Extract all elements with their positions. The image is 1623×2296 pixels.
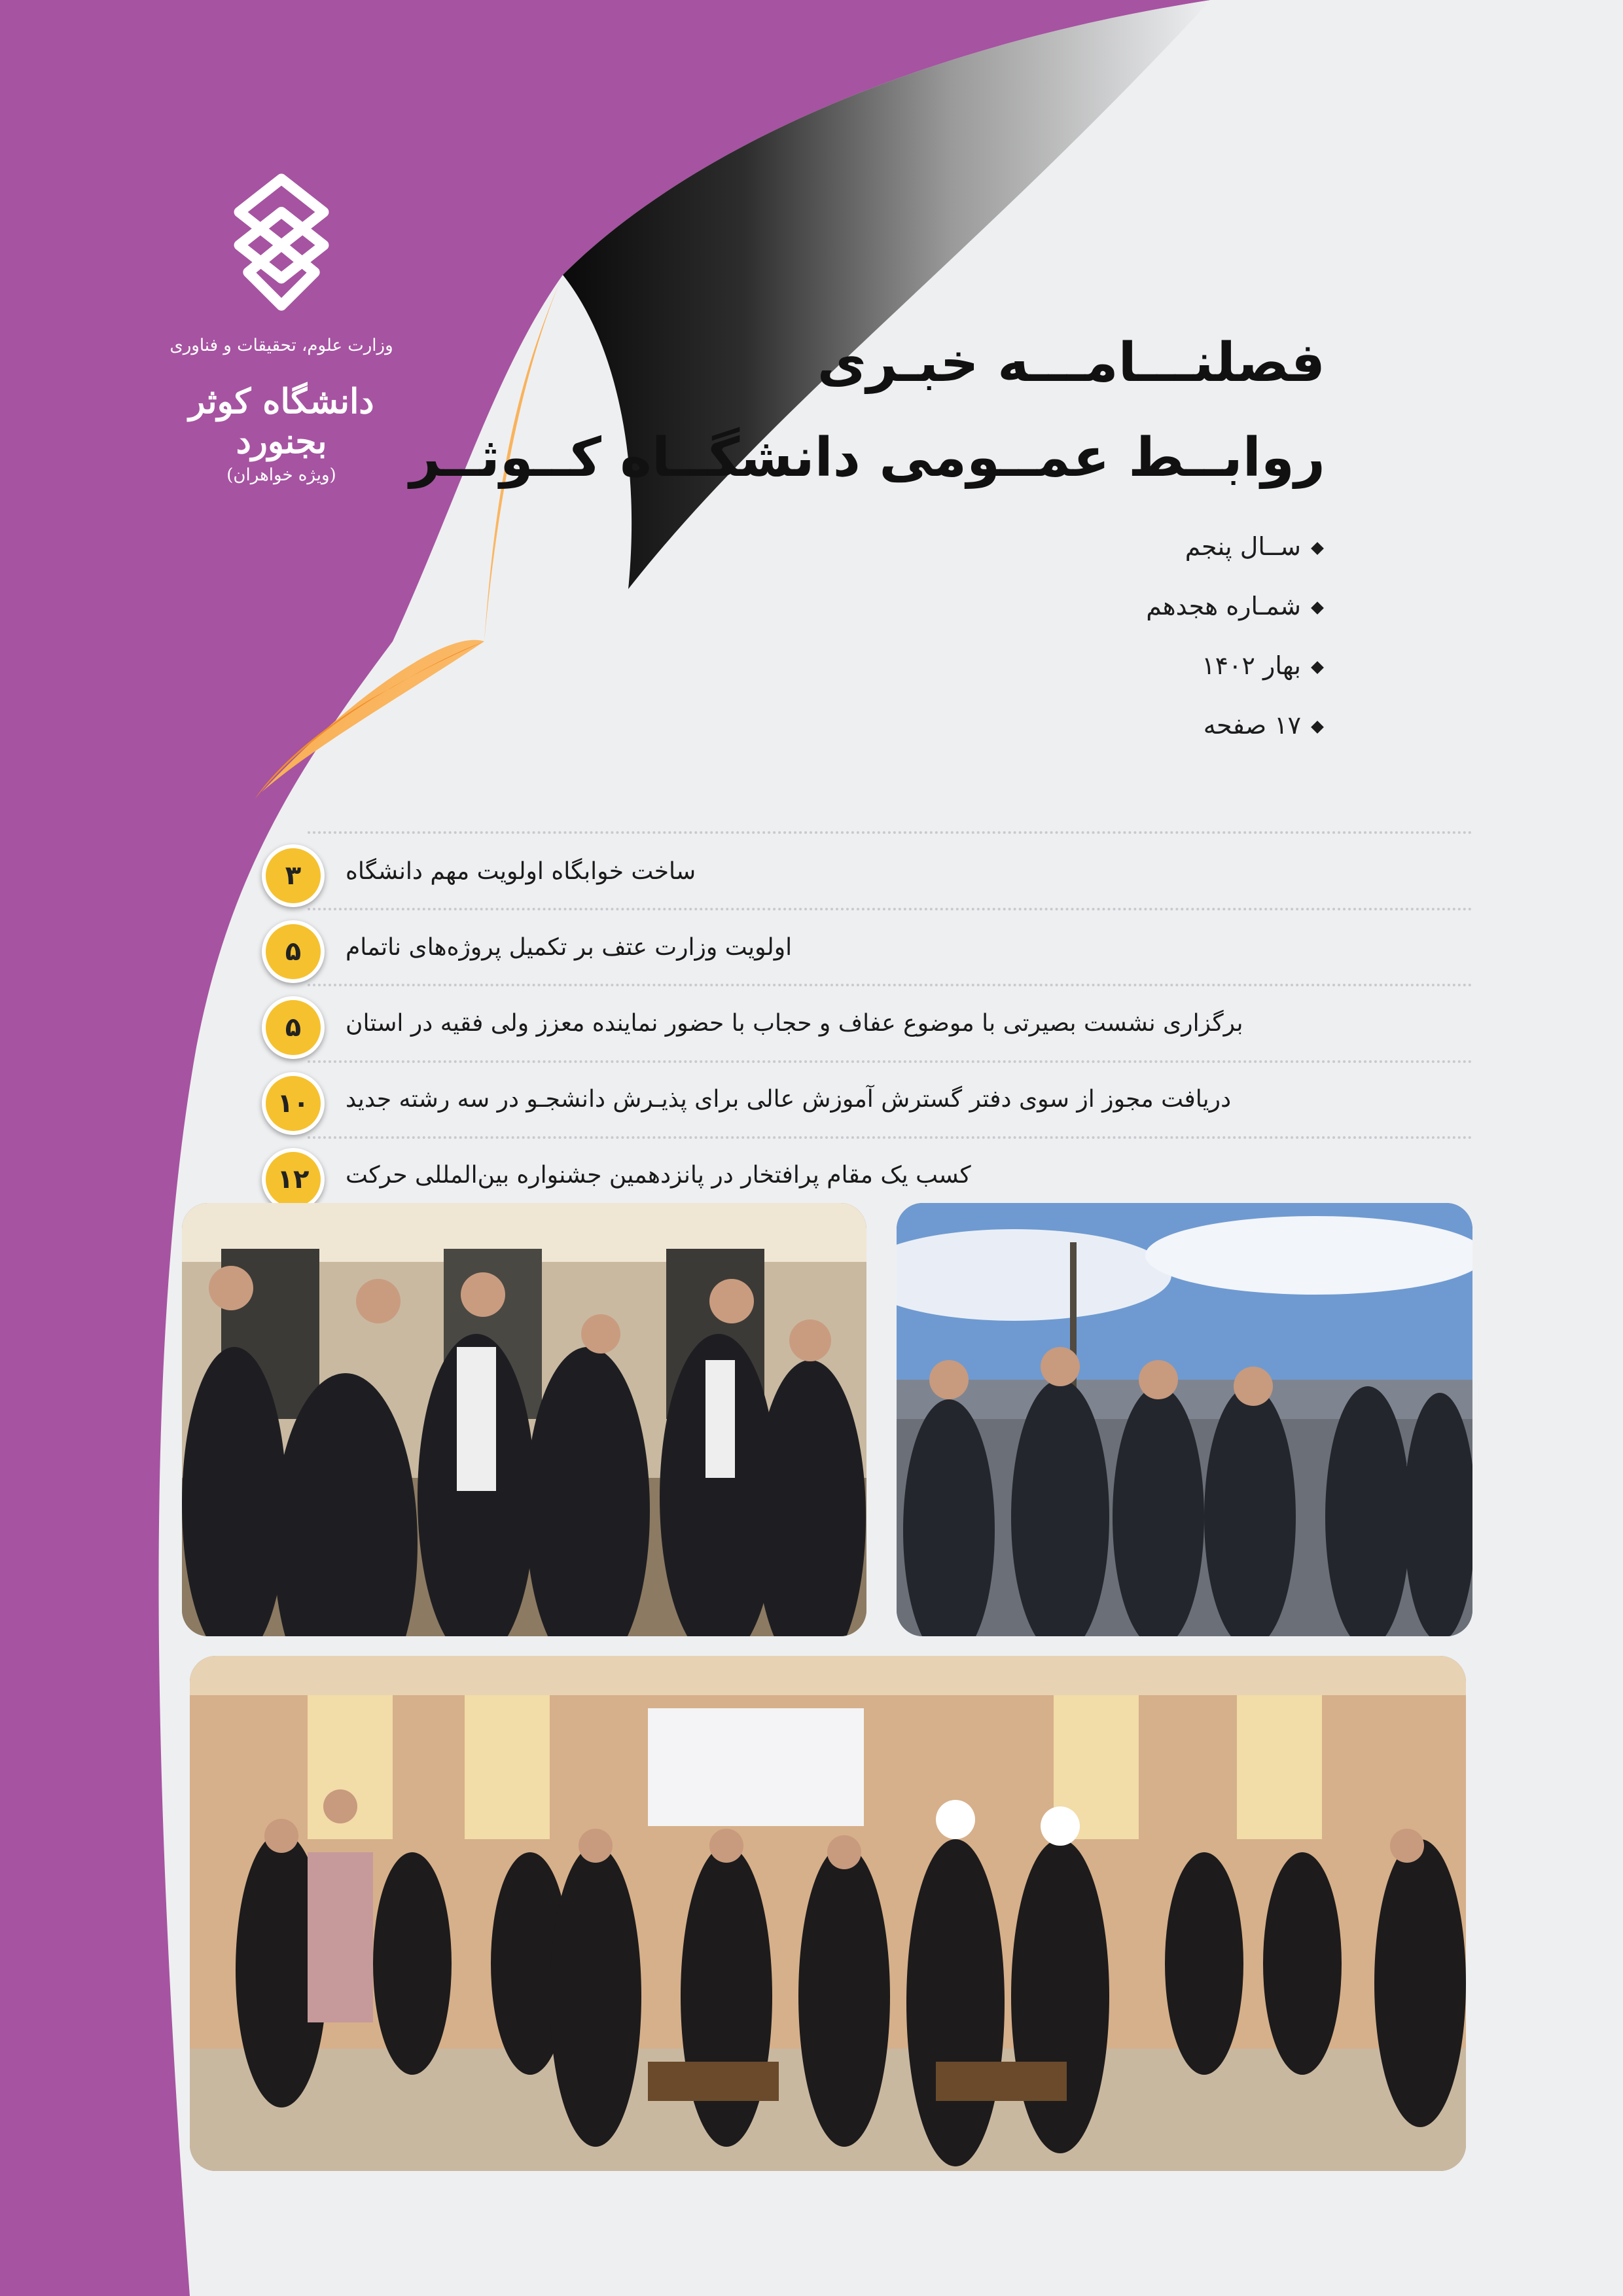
toc-item[interactable]: [262, 844, 1479, 910]
toc-title: ساخت خوابگاه اولویت مهم دانشگاه: [346, 858, 696, 885]
toc-title: اولویت وزارت عتف بر تکمیل پروژه‌های ناتمام: [346, 934, 793, 961]
university-emblem-icon: [206, 167, 357, 317]
issue-season: بهار ۱۴۰۲: [733, 636, 1322, 696]
diamond-bullet-icon: [1311, 542, 1324, 555]
photo-site-visit-outdoor: [897, 1203, 1472, 1636]
diamond-bullet-icon: [1311, 601, 1324, 615]
issue-year: ســال پنجم: [733, 517, 1322, 577]
title-line-1: فصلنـــامـــه خبـری: [817, 332, 1325, 394]
university-subtitle: (ویژه خواهران): [226, 465, 336, 485]
toc-item[interactable]: [262, 920, 1479, 986]
issue-number: شمـاره هجدهم: [733, 577, 1322, 636]
toc-title: برگزاری نشست بصیرتی با موضوع عفاف و حجاب با حضور نماینده معزز ولی فقیه در استان: [346, 1010, 1243, 1037]
toc-item[interactable]: [262, 1072, 1479, 1138]
diamond-bullet-icon: [1311, 661, 1324, 674]
toc-title: کسب یک مقام پرافتخار در پانزدهمین جشنواره بین‌المللی حرکت: [346, 1162, 971, 1189]
page-number-badge: ۱۰: [262, 1072, 325, 1135]
toc-divider: [308, 831, 1472, 834]
page-number-badge: ۵: [262, 996, 325, 1059]
ministry-name: وزارت علوم، تحقیقات و فناوری: [169, 336, 393, 355]
page-number-badge: ۱۲: [262, 1148, 325, 1211]
photo-officials-indoor: [182, 1203, 866, 1636]
university-name: دانشگاه کوثر بجنورد: [188, 382, 374, 461]
title-line-2: روابــط عمــومی دانشگــاه کــوثــر: [409, 427, 1325, 489]
diamond-bullet-icon: [1311, 721, 1324, 734]
page-number-badge: ۵: [262, 920, 325, 983]
toc-item[interactable]: [262, 996, 1479, 1062]
issue-pages: ۱۷ صفحه: [733, 696, 1322, 755]
newsletter-title: [278, 327, 1325, 494]
toc-title: دریافت مجوز از سوی دفتر گسترش آموزش عالی برای پذیـرش دانشجـو در سه رشته جدید: [346, 1086, 1232, 1113]
issue-info-list: [733, 517, 1322, 755]
photo-hall-gathering: [190, 1656, 1466, 2171]
page-number-badge: ۳: [262, 844, 325, 907]
